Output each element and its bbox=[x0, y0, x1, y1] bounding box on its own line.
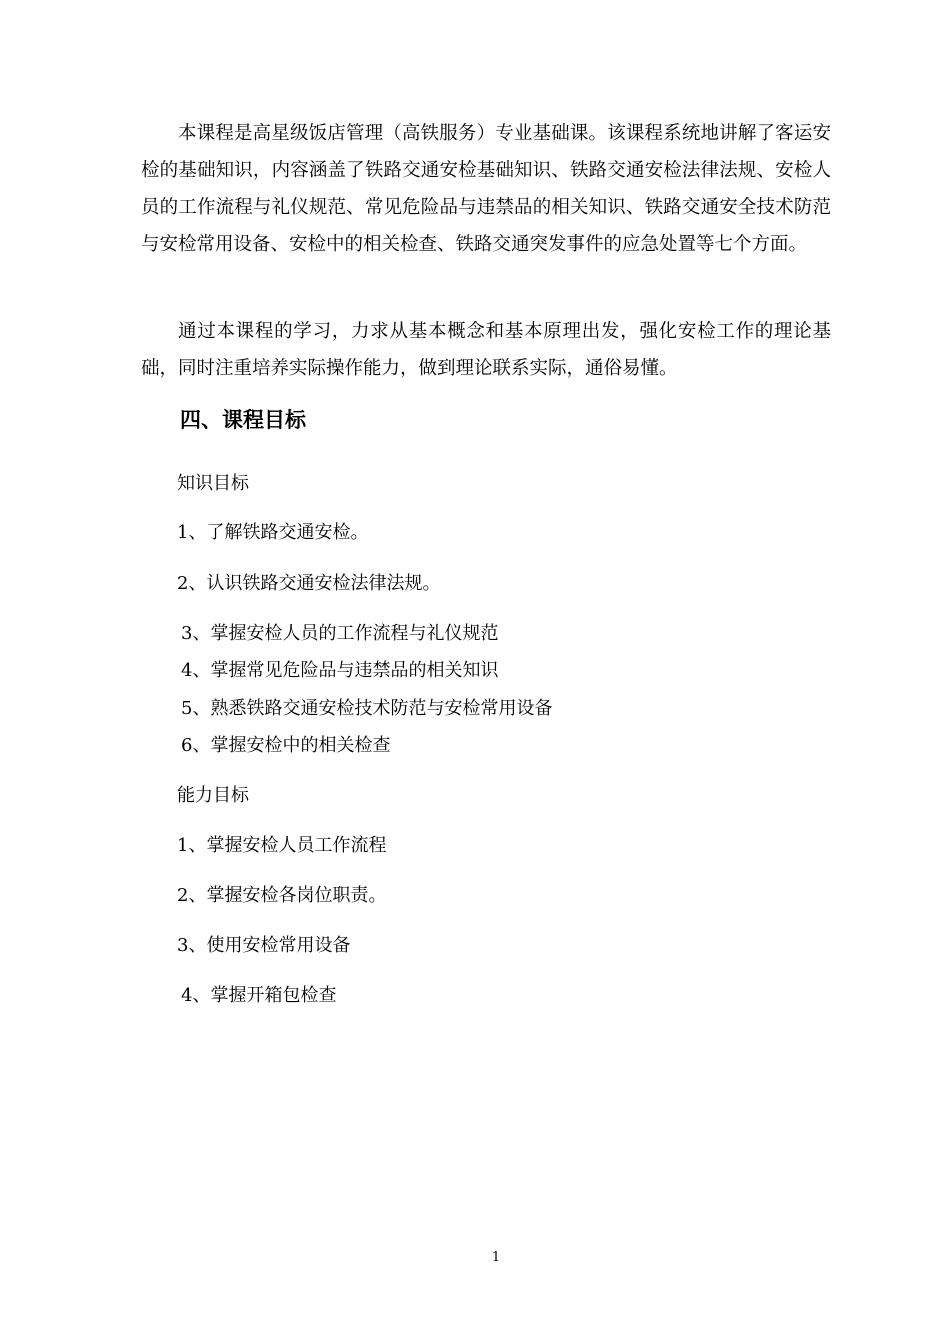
ability-goal-item: 4、掌握开箱包检查 bbox=[181, 985, 337, 1006]
ability-goal-item: 2、掌握安检各岗位职责。 bbox=[177, 885, 387, 906]
knowledge-goal-item: 5、熟悉铁路交通安检技术防范与安检常用设备 bbox=[181, 698, 553, 719]
intro-paragraph-1: 本课程是高星级饭店管理（高铁服务）专业基础课。该课程系统地讲解了客运安检的基础知识，内容涵盖了铁路交通安检基础知识、铁路交通安检法律法规、安检人员的工作流程与礼仪规范、常见危险品与违禁品的相关知识、铁路交通安全技术防范与安检常用设备、安检中的相关检查、铁路交通突发事件的应急处置等七个方面。 bbox=[141, 123, 831, 255]
page-number: 1 bbox=[491, 1250, 501, 1265]
intro-paragraph-2: 通过本课程的学习，力求从基本概念和基本原理出发，强化安检工作的理论基础，同时注重培养实际操作能力，做到理论联系实际，通俗易懂。 bbox=[141, 321, 831, 379]
knowledge-goal-item: 4、掌握常见危险品与违禁品的相关知识 bbox=[181, 660, 499, 681]
ability-goal-item: 3、使用安检常用设备 bbox=[177, 935, 351, 956]
knowledge-goal-item: 2、认识铁路交通安检法律法规。 bbox=[177, 573, 441, 594]
ability-goals-title: 能力目标 bbox=[177, 785, 249, 806]
knowledge-goal-item: 1、了解铁路交通安检。 bbox=[177, 522, 369, 543]
section-heading-course-goals: 四、课程目标 bbox=[180, 408, 306, 432]
knowledge-goals-title: 知识目标 bbox=[177, 473, 249, 494]
knowledge-goal-item: 3、掌握安检人员的工作流程与礼仪规范 bbox=[181, 623, 499, 644]
knowledge-goal-item: 6、掌握安检中的相关检查 bbox=[181, 735, 391, 756]
ability-goal-item: 1、掌握安检人员工作流程 bbox=[177, 835, 387, 856]
